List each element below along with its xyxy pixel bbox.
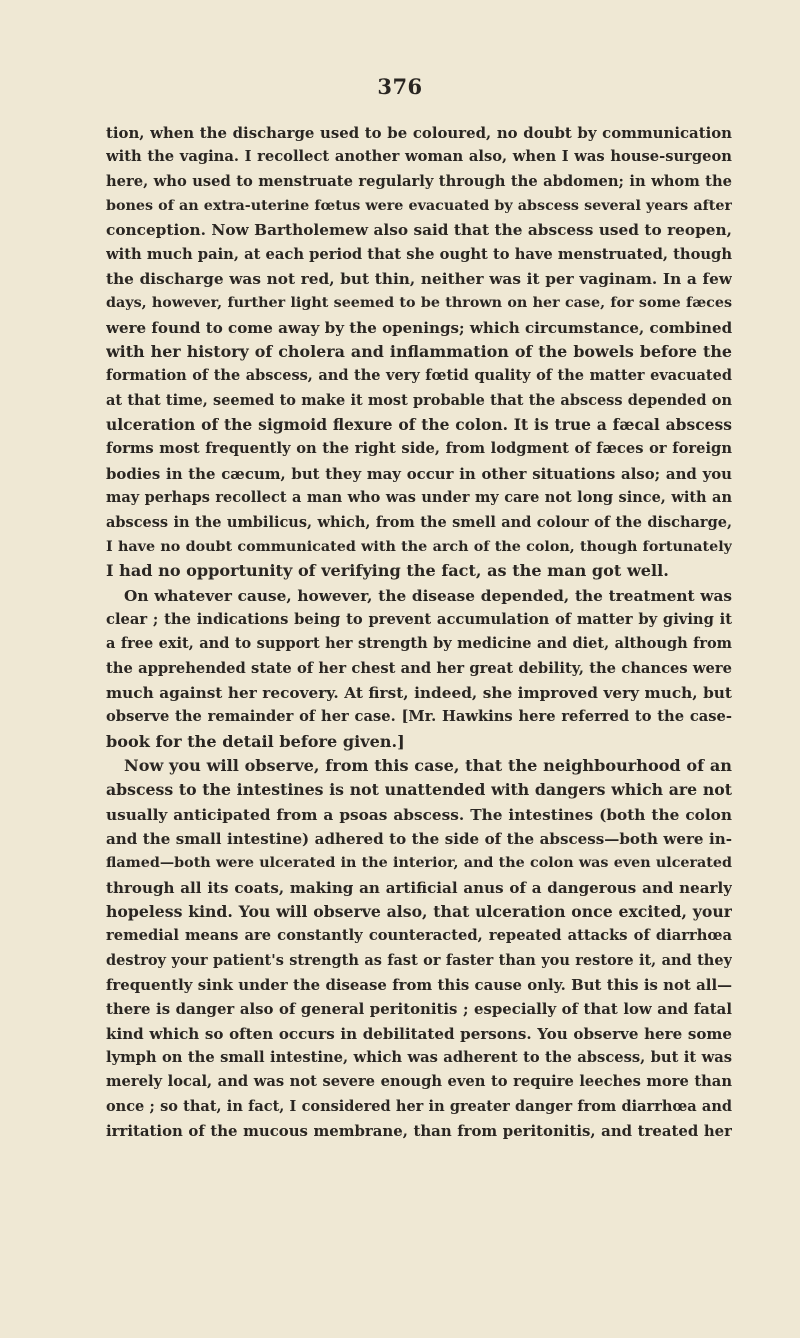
text-line: destroy your patient's strength as fast or faster than you restore it, and they [106,951,732,969]
text-line: merely local, and was not severe enough even to require leeches more than [106,1073,732,1091]
page-number: 376 [377,74,423,99]
text-line: there is danger also of general peritonitis ; especially of that low and fatal [106,1000,732,1019]
text-line: abscess to the intestines is not unattended with dangers which are not [106,780,732,800]
text-line: and the small intestine) adhered to the side of the abscess—both were in- [106,829,732,848]
text-line: with much pain, at each period that she ought to have menstruated, though [106,245,732,263]
text-line: lymph on the small intestine, which was adherent to the abscess, but it was [106,1049,732,1067]
text-line: much against her recovery. At first, indeed, she improved very much, but [106,683,732,702]
text-line: the apprehended state of her chest and her great debility, the chances were [106,659,732,677]
text-line: formation of the abscess, and the very fœtid quality of the matter evacuated [106,367,732,385]
body-text [106,121,732,1143]
text-line: book for the detail before given.] [106,731,405,751]
text-line: kind which so often occurs in debilitated persons. You observe here some [106,1024,732,1043]
text-line: once ; so that, in fact, I considered her in greater danger from diarrhœa and [106,1097,732,1115]
text-line: abscess in the umbilicus, which, from the smell and colour of the discharge, [106,513,732,531]
text-line: frequently sink under the disease from this cause only. But this is not all— [106,976,732,995]
text-line: conception. Now Bartholemew also said that the abscess used to reopen, [106,221,732,240]
text-line: Now you will observe, from this case, that the neighbourhood of an [124,755,732,775]
text-line: through all its coats, making an artificial anus of a dangerous and nearly [106,878,732,897]
text-line: forms most frequently on the right side, from lodgment of fæces or foreign [106,440,732,458]
text-line: observe the remainder of her case. [Mr. Hawkins here referred to the case- [106,708,732,726]
text-line: a free exit, and to support her strength by medicine and diet, although from [106,635,732,653]
text-line: I had no opportunity of verifying the fact, as the man got well. [106,561,669,581]
text-line: with her history of cholera and inflammation of the bowels before the [106,342,732,362]
text-line: clear ; the indications being to prevent accumulation of matter by giving it [106,610,732,628]
text-line: days, however, further light seemed to be thrown on her case, for some fæces [106,295,732,312]
text-line: bodies in the cæcum, but they may occur in other situations also; and you [106,464,732,483]
text-line: tion, when the discharge used to be coloured, no doubt by communication [106,124,732,142]
text-line: may perhaps recollect a man who was under my care not long since, with an [106,489,732,507]
text-line: remedial means are constantly counteracted, repeated attacks of diarrhœa [106,927,732,945]
text-line: flamed—both were ulcerated in the interior, and the colon was even ulcerated [106,855,732,872]
text-line: hopeless kind. You will observe also, that ulceration once excited, your [106,902,732,921]
text-line: the discharge was not red, but thin, neither was it per vaginam. In a few [106,270,732,289]
text-line: here, who used to menstruate regularly through the abdomen; in whom the [106,172,732,190]
text-line: at that time, seemed to make it most probable that the abscess depended on [106,391,732,409]
text-line: I have no doubt communicated with the arch of the colon, though fortunately [106,538,732,555]
text-line: ulceration of the sigmoid flexure of the colon. It is true a fæcal abscess [106,415,732,435]
text-line: On whatever cause, however, the disease depended, the treatment was [124,586,732,605]
text-line: were found to come away by the openings; which circumstance, combined [106,318,732,337]
text-line: with the vagina. I recollect another woman also, when I was house-surgeon [106,148,732,166]
text-line: usually anticipated from a psoas abscess. The intestines (both the colon [106,805,732,824]
text-line: bones of an extra-uterine fœtus were evacuated by abscess several years after [106,198,732,215]
text-line: irritation of the mucous membrane, than from peritonitis, and treated her [106,1122,732,1141]
